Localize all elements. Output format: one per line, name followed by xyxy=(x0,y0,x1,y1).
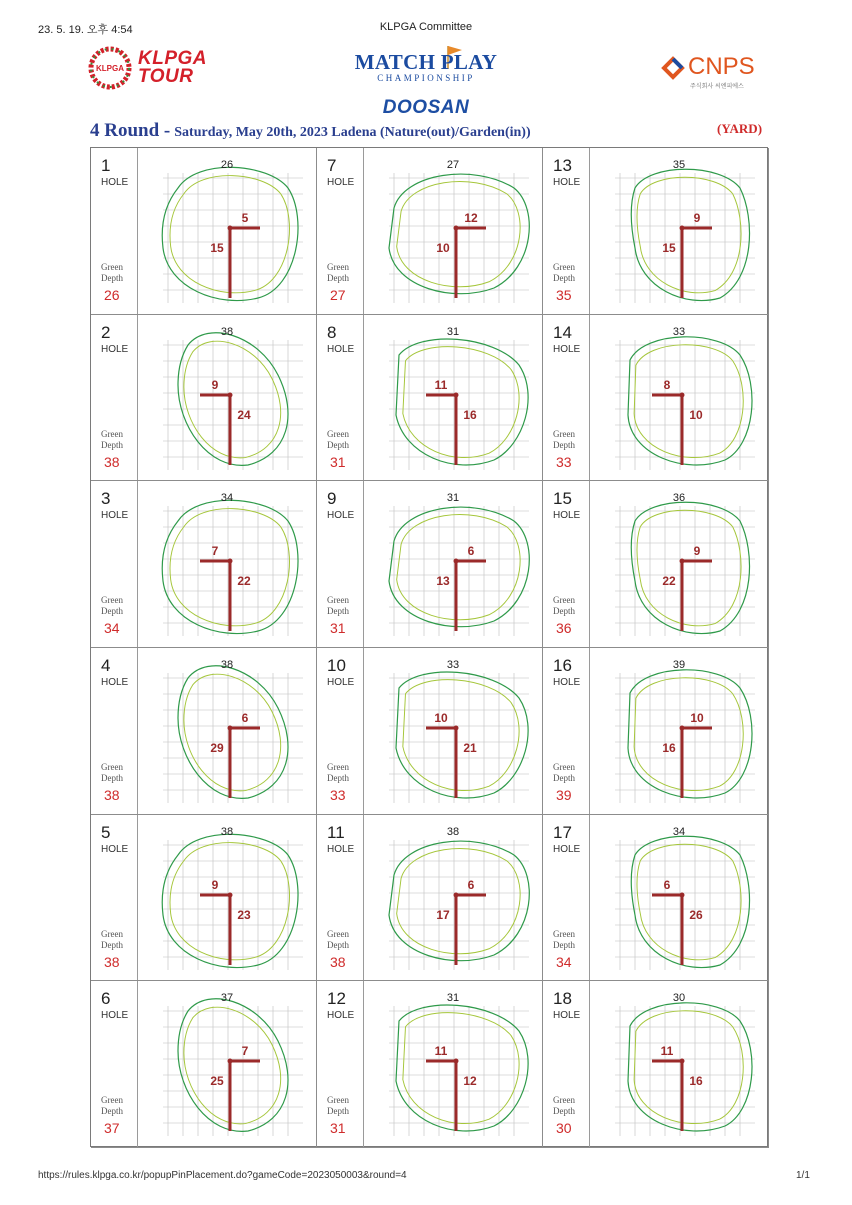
pin-right-distance: 9 xyxy=(693,544,701,559)
green-outline xyxy=(178,666,288,799)
hole-card xyxy=(317,315,543,482)
green-depth-value: 26 xyxy=(104,287,120,303)
green-outline xyxy=(631,836,749,967)
yard-grid xyxy=(615,673,755,803)
depth-word: Depth xyxy=(101,273,123,283)
pin-position-marker xyxy=(454,392,459,397)
cnps-logo xyxy=(660,53,770,93)
hole-label-column xyxy=(91,481,138,647)
hole-label-column xyxy=(543,981,590,1147)
depth-word: Depth xyxy=(101,773,123,783)
pin-left-distance: 7 xyxy=(211,544,219,559)
pin-position-marker xyxy=(454,892,459,897)
yard-grid xyxy=(615,506,755,636)
hole-card xyxy=(543,148,769,315)
green-top-depth: 37 xyxy=(220,992,234,1005)
green-inner-outline xyxy=(634,678,743,791)
green-diagram xyxy=(138,648,316,813)
pin-front-distance: 22 xyxy=(662,574,676,589)
pin-left-distance: 6 xyxy=(663,877,671,892)
round-date-course: Saturday, May 20th, 2023 Ladena (Nature(out)/Garden(in)) xyxy=(174,125,531,140)
pin-right-distance: 6 xyxy=(467,544,475,559)
hole-card xyxy=(543,481,769,648)
yard-grid xyxy=(389,506,529,636)
hole-label-column xyxy=(543,481,590,647)
pin-front-distance: 16 xyxy=(689,1074,703,1089)
green-word: Green xyxy=(553,595,575,606)
green-diagram xyxy=(590,981,768,1146)
pin-left-distance: 9 xyxy=(211,877,219,892)
hole-card xyxy=(543,648,769,815)
hole-number: 15 xyxy=(553,489,572,509)
depth-word: Depth xyxy=(553,773,575,783)
green-outline xyxy=(389,507,529,627)
pin-position-marker xyxy=(228,726,233,731)
green-depth-label xyxy=(327,929,349,951)
green-top-depth: 33 xyxy=(672,325,686,338)
hole-word: HOLE xyxy=(327,510,355,522)
hole-word: HOLE xyxy=(101,1010,129,1022)
green-word: Green xyxy=(101,1095,123,1106)
round-title xyxy=(90,120,531,142)
hole-word: HOLE xyxy=(553,343,581,355)
hole-word: HOLE xyxy=(553,677,581,688)
pin-front-distance: 29 xyxy=(210,741,224,755)
green-inner-outline xyxy=(637,177,741,293)
green-depth-value: 36 xyxy=(556,620,572,637)
pin-front-distance: 15 xyxy=(210,241,224,255)
hole-card xyxy=(91,648,317,815)
green-inner-outline xyxy=(637,844,741,960)
green-word: Green xyxy=(101,762,123,772)
pin-right-distance: 9 xyxy=(693,211,701,225)
green-diagram xyxy=(364,981,542,1146)
pin-front-distance: 25 xyxy=(210,1074,224,1089)
hole-number: 13 xyxy=(553,156,572,175)
green-outline xyxy=(628,336,752,464)
hole-card xyxy=(317,648,543,815)
yard-grid xyxy=(615,1006,755,1136)
green-outline xyxy=(389,841,529,961)
green-depth-value: 31 xyxy=(330,1120,346,1137)
depth-word: Depth xyxy=(101,606,123,617)
event-title: MATCH PLAY xyxy=(354,50,498,74)
green-diagram xyxy=(138,981,316,1146)
yard-grid xyxy=(389,340,529,470)
hole-word: HOLE xyxy=(553,843,581,855)
green-depth-value: 30 xyxy=(556,1120,572,1137)
green-outline xyxy=(631,503,749,634)
green-diagram xyxy=(590,481,768,646)
pin-position-marker xyxy=(454,226,459,231)
pin-left-distance: 11 xyxy=(434,1044,448,1059)
green-depth-label xyxy=(327,262,349,284)
green-inner-outline xyxy=(184,1008,281,1125)
hole-label-column xyxy=(317,815,364,981)
yard-grid xyxy=(615,173,755,303)
pin-position-marker xyxy=(680,892,685,897)
green-diagram xyxy=(138,815,316,980)
pin-right-distance: 6 xyxy=(241,711,249,725)
yard-grid xyxy=(163,1006,303,1136)
green-top-depth: 27 xyxy=(446,159,460,171)
green-depth-label xyxy=(553,762,575,784)
green-diagram xyxy=(364,815,542,980)
pin-left-distance: 11 xyxy=(660,1044,674,1059)
green-outline xyxy=(178,999,288,1132)
hole-label-column xyxy=(317,981,364,1147)
green-word: Green xyxy=(553,1095,575,1106)
green-diagram xyxy=(590,648,768,813)
green-inner-outline xyxy=(184,341,281,458)
pin-left-distance: 9 xyxy=(211,377,219,392)
green-top-depth: 31 xyxy=(446,992,460,1005)
green-depth-value: 38 xyxy=(104,953,120,970)
pin-right-distance: 7 xyxy=(241,1044,249,1059)
pin-right-distance: 10 xyxy=(690,711,704,725)
pin-position-marker xyxy=(228,392,233,397)
green-outline xyxy=(389,174,529,294)
green-diagram xyxy=(138,148,316,313)
depth-word: Depth xyxy=(327,1106,349,1117)
pin-position-marker xyxy=(680,392,685,397)
green-top-depth: 38 xyxy=(220,659,234,671)
hole-label-column xyxy=(91,815,138,981)
green-top-depth: 35 xyxy=(672,159,686,171)
hole-number: 6 xyxy=(101,989,111,1009)
green-depth-value: 38 xyxy=(104,453,120,470)
hole-label-column xyxy=(543,315,590,481)
green-depth-label xyxy=(101,762,123,784)
pin-placement-grid xyxy=(90,147,768,1147)
depth-word: Depth xyxy=(327,439,349,450)
hole-word: HOLE xyxy=(327,177,355,188)
hole-label-column xyxy=(317,648,364,814)
pin-left-distance: 11 xyxy=(434,377,448,392)
hole-number: 9 xyxy=(327,489,337,509)
hole-label-column xyxy=(317,481,364,647)
green-top-depth: 38 xyxy=(220,825,234,838)
green-outline xyxy=(178,332,288,465)
green-word: Green xyxy=(553,928,575,939)
pin-right-distance: 12 xyxy=(464,211,478,225)
print-date: 23. 5. 19. 오후 4:54 xyxy=(38,24,133,36)
pin-front-distance: 21 xyxy=(463,741,477,755)
depth-word: Depth xyxy=(101,1106,123,1117)
green-depth-value: 38 xyxy=(330,953,346,970)
pin-front-distance: 10 xyxy=(689,407,703,422)
hole-word: HOLE xyxy=(327,1010,355,1022)
pin-position-marker xyxy=(228,1059,233,1064)
yard-grid xyxy=(615,340,755,470)
hole-word: HOLE xyxy=(327,343,355,355)
green-word: Green xyxy=(553,428,575,439)
hole-card xyxy=(91,481,317,648)
depth-word: Depth xyxy=(327,606,349,617)
yard-grid xyxy=(389,1006,529,1136)
green-depth-value: 35 xyxy=(556,287,572,303)
pin-front-distance: 24 xyxy=(237,407,251,422)
green-top-depth: 31 xyxy=(446,492,460,505)
hole-label-column xyxy=(543,815,590,981)
green-word: Green xyxy=(327,1095,349,1106)
green-diagram xyxy=(590,315,768,480)
pin-position-marker xyxy=(680,226,685,231)
green-inner-outline xyxy=(634,1011,743,1124)
hole-label-column xyxy=(543,148,590,314)
green-top-depth: 34 xyxy=(672,825,686,838)
hole-card xyxy=(543,315,769,482)
depth-word: Depth xyxy=(101,939,123,950)
green-word: Green xyxy=(553,262,575,272)
green-depth-value: 38 xyxy=(104,787,120,803)
hole-card xyxy=(91,315,317,482)
green-depth-value: 39 xyxy=(556,787,572,803)
hole-number: 18 xyxy=(553,989,572,1009)
green-depth-value: 31 xyxy=(330,620,346,637)
green-diagram xyxy=(364,648,542,813)
pin-front-distance: 17 xyxy=(436,907,450,922)
green-top-depth: 38 xyxy=(220,325,234,338)
green-depth-label xyxy=(101,1095,123,1117)
hole-card xyxy=(91,148,317,315)
green-depth-label xyxy=(327,762,349,784)
green-top-depth: 30 xyxy=(672,992,686,1005)
depth-word: Depth xyxy=(553,273,575,283)
green-word: Green xyxy=(327,928,349,939)
green-inner-outline xyxy=(397,515,520,620)
green-diagram xyxy=(364,481,542,646)
green-inner-outline xyxy=(397,848,520,953)
green-depth-value: 31 xyxy=(330,453,346,470)
green-top-depth: 33 xyxy=(446,659,460,671)
pin-front-distance: 13 xyxy=(436,574,450,589)
yard-grid xyxy=(163,340,303,470)
green-top-depth: 36 xyxy=(672,492,686,505)
green-outline xyxy=(628,1003,752,1131)
hole-word: HOLE xyxy=(101,677,129,688)
green-depth-label xyxy=(553,429,575,451)
green-depth-value: 33 xyxy=(330,787,346,803)
event-subtitle: CHAMPIONSHIP xyxy=(377,73,475,83)
yard-grid xyxy=(163,673,303,803)
green-outline xyxy=(631,169,749,300)
green-depth-label xyxy=(101,595,123,617)
depth-word: Depth xyxy=(327,273,349,283)
green-diagram xyxy=(364,315,542,480)
cnps-mark-icon xyxy=(660,55,686,81)
hole-label-column xyxy=(91,648,138,814)
green-depth-value: 33 xyxy=(556,453,572,470)
green-inner-outline xyxy=(184,674,281,791)
pin-position-marker xyxy=(228,226,233,231)
pin-position-marker xyxy=(680,726,685,731)
green-top-depth: 26 xyxy=(220,159,234,171)
hole-word: HOLE xyxy=(101,510,129,522)
hole-card xyxy=(91,981,317,1148)
pin-right-distance: 6 xyxy=(467,877,475,892)
green-outline xyxy=(396,1005,528,1131)
green-top-depth: 38 xyxy=(446,825,460,838)
green-word: Green xyxy=(327,762,349,772)
green-depth-label xyxy=(553,595,575,617)
hole-number: 3 xyxy=(101,489,111,509)
pin-position-marker xyxy=(228,559,233,564)
round-number: 4 Round - xyxy=(90,120,171,141)
green-depth-label xyxy=(101,929,123,951)
svg-text:KLPGA: KLPGA xyxy=(96,64,124,73)
depth-word: Depth xyxy=(101,439,123,450)
hole-word: HOLE xyxy=(101,343,129,355)
green-diagram xyxy=(364,148,542,313)
hole-label-column xyxy=(317,148,364,314)
green-depth-value: 27 xyxy=(330,287,346,303)
green-diagram xyxy=(138,315,316,480)
print-header-title: KLPGA Committee xyxy=(379,21,473,33)
green-diagram xyxy=(590,815,768,980)
pin-front-distance: 16 xyxy=(662,741,676,755)
pin-front-distance: 16 xyxy=(463,407,477,422)
green-depth-label xyxy=(553,1095,575,1117)
green-diagram xyxy=(138,481,316,646)
yard-grid xyxy=(615,840,755,970)
pin-position-marker xyxy=(454,726,459,731)
hole-card xyxy=(317,981,543,1148)
green-diagram xyxy=(590,148,768,313)
hole-number: 16 xyxy=(553,656,572,675)
hole-number: 4 xyxy=(101,656,111,675)
hole-number: 11 xyxy=(327,822,345,842)
pin-front-distance: 10 xyxy=(436,241,450,255)
green-top-depth: 34 xyxy=(220,492,234,505)
hole-word: HOLE xyxy=(553,177,581,188)
yard-grid xyxy=(389,840,529,970)
green-top-depth: 31 xyxy=(446,325,460,338)
hole-word: HOLE xyxy=(101,843,129,855)
unit-label: (YARD) xyxy=(717,121,763,136)
green-word: Green xyxy=(327,595,349,606)
pin-front-distance: 15 xyxy=(662,241,676,255)
hole-label-column xyxy=(91,148,138,314)
hole-number: 14 xyxy=(553,322,572,342)
hole-number: 12 xyxy=(327,989,346,1009)
depth-word: Depth xyxy=(327,773,349,783)
hole-number: 8 xyxy=(327,322,337,342)
green-depth-label xyxy=(553,262,575,284)
hole-card xyxy=(317,815,543,982)
green-outline xyxy=(396,339,528,465)
hole-number: 2 xyxy=(101,322,111,342)
green-depth-value: 34 xyxy=(104,620,120,637)
hole-number: 10 xyxy=(327,656,346,675)
green-inner-outline xyxy=(634,344,743,457)
cnps-logo-text: CNPS xyxy=(688,53,755,80)
hole-word: HOLE xyxy=(553,1010,581,1022)
hole-number: 5 xyxy=(101,822,111,842)
hole-label-column xyxy=(543,648,590,814)
green-inner-outline xyxy=(637,511,741,627)
green-word: Green xyxy=(101,262,123,272)
depth-word: Depth xyxy=(327,939,349,950)
cnps-logo-subtext: 주식회사 씨엔피에스 xyxy=(690,84,744,90)
depth-word: Depth xyxy=(553,606,575,617)
pin-position-marker xyxy=(228,892,233,897)
hole-word: HOLE xyxy=(553,510,581,522)
klpga-logo-text: KLPGA TOUR xyxy=(138,48,207,87)
green-depth-label xyxy=(327,595,349,617)
green-depth-label xyxy=(101,262,123,284)
green-depth-label xyxy=(101,429,123,451)
depth-word: Depth xyxy=(553,939,575,950)
green-top-depth: 39 xyxy=(672,659,686,671)
pin-left-distance: 10 xyxy=(434,711,448,725)
hole-word: HOLE xyxy=(101,177,129,188)
yard-grid xyxy=(389,173,529,303)
green-depth-value: 37 xyxy=(104,1120,120,1137)
green-depth-label xyxy=(327,429,349,451)
hole-card xyxy=(91,815,317,982)
pin-position-marker xyxy=(454,559,459,564)
green-inner-outline xyxy=(397,182,520,287)
hole-label-column xyxy=(91,981,138,1147)
pin-position-marker xyxy=(680,559,685,564)
green-depth-label xyxy=(553,929,575,951)
green-outline xyxy=(396,672,528,798)
pin-front-distance: 26 xyxy=(689,907,703,922)
pin-front-distance: 23 xyxy=(237,907,251,922)
hole-card xyxy=(543,815,769,982)
pin-front-distance: 12 xyxy=(463,1074,477,1089)
hole-word: HOLE xyxy=(327,843,355,855)
hole-label-column xyxy=(317,315,364,481)
green-word: Green xyxy=(327,428,349,439)
depth-word: Depth xyxy=(553,439,575,450)
yard-grid xyxy=(389,673,529,803)
green-word: Green xyxy=(101,428,123,439)
hole-card xyxy=(317,481,543,648)
hole-label-column xyxy=(91,315,138,481)
green-word: Green xyxy=(101,595,123,606)
footer-page-number: 1/1 xyxy=(796,1170,810,1181)
green-outline xyxy=(628,670,752,798)
pin-position-marker xyxy=(454,1059,459,1064)
hole-number: 1 xyxy=(101,156,111,175)
green-word: Green xyxy=(101,928,123,939)
hole-number: 7 xyxy=(327,156,337,175)
green-word: Green xyxy=(327,262,349,272)
pin-right-distance: 5 xyxy=(241,211,249,225)
pin-left-distance: 8 xyxy=(663,377,671,392)
footer-url: https://rules.klpga.co.kr/popupPinPlacement.do?gameCode=2023050003&round=4 xyxy=(38,1170,407,1181)
green-depth-value: 34 xyxy=(556,953,572,970)
depth-word: Depth xyxy=(553,1106,575,1117)
green-depth-label xyxy=(327,1095,349,1117)
green-word: Green xyxy=(553,762,575,772)
hole-word: HOLE xyxy=(327,677,355,688)
hole-card xyxy=(317,148,543,315)
hole-card xyxy=(543,981,769,1148)
hole-number: 17 xyxy=(553,822,572,842)
pin-position-marker xyxy=(680,1059,685,1064)
sponsor-logo: DOOSAN xyxy=(382,97,470,118)
pin-front-distance: 22 xyxy=(237,574,251,589)
